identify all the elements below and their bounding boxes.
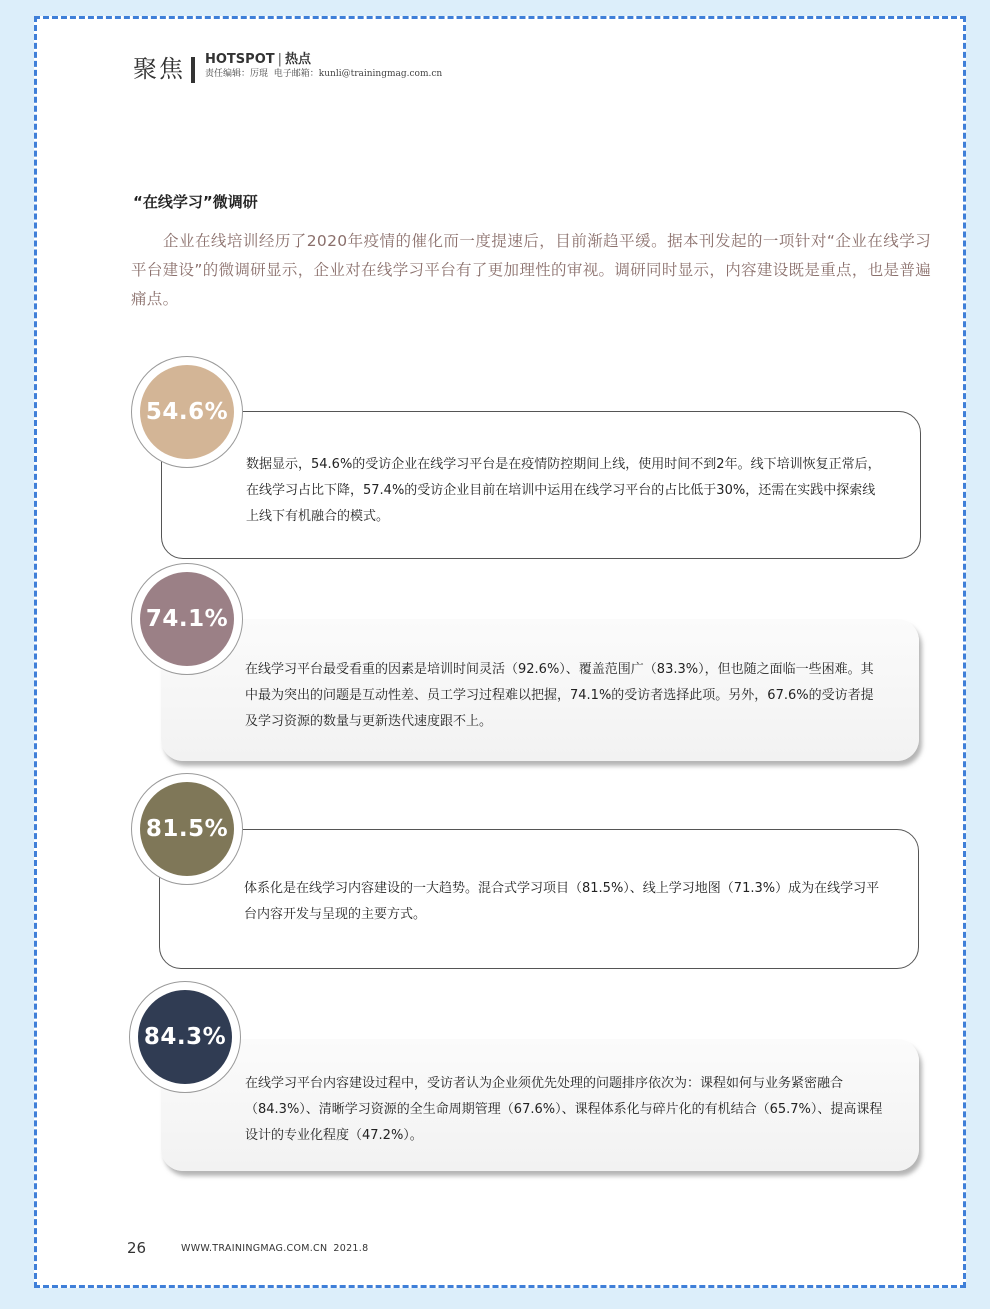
header-column (205, 53, 442, 66)
email-label: 电子邮箱： (273, 69, 319, 79)
finding-box-3 (159, 829, 919, 969)
finding-text-3: 体系化是在线学习内容建设的一大趋势。混合式学习项目（81.5%）、线上学习地图（71.3%）成为在线学习平台内容开发与呈现的主要方式。 (244, 881, 880, 922)
page-header (133, 53, 442, 85)
hotspot-cn-label: 热点 (285, 52, 312, 67)
editor-name: 厉琨 (250, 69, 269, 79)
finding-badge-4 (129, 981, 241, 1093)
magazine-page (34, 16, 966, 1288)
column-separator: | (277, 52, 282, 67)
finding-percent-1: 54.6% (140, 365, 234, 459)
issue-date: 2021.8 (333, 1243, 369, 1254)
finding-box-1 (161, 411, 921, 559)
header-divider (191, 57, 195, 83)
header-meta (205, 53, 442, 79)
page-number: 26 (127, 1239, 147, 1257)
finding-percent-3: 81.5% (140, 782, 234, 876)
finding-text-4: 在线学习平台内容建设过程中，受访者认为企业须优先处理的问题排序依次为：课程如何与业务紧密融合（84.3%）、清晰学习资源的全生命周期管理（67.6%）、课程体系化与碎片化的有机结合（65.7%）、提高课程设计的专业化程度（47.2%）。 (245, 1076, 883, 1143)
finding-percent-2: 74.1% (140, 572, 234, 666)
editor-info (205, 70, 442, 79)
editor-label: 责任编辑： (205, 69, 251, 79)
finding-badge-1 (131, 356, 243, 468)
finding-box-4 (161, 1039, 919, 1171)
finding-badge-3 (131, 773, 243, 885)
website: WWW.TRAININGMAG.COM.CN (181, 1243, 328, 1254)
footer-site (181, 1243, 368, 1254)
section-title: 聚焦 (133, 55, 185, 83)
finding-badge-2 (131, 563, 243, 675)
finding-box-2 (161, 619, 919, 761)
finding-text-2: 在线学习平台最受看重的因素是培训时间灵活（92.6%）、覆盖范围广（83.3%），但也随之面临一些困难。其中最为突出的问题是互动性差、员工学习过程难以把握，74.1%的受访者选择此项。另外，67.6%的受访者提及学习资源的数量与更新迭代速度跟不上。 (245, 662, 874, 729)
finding-text-1: 数据显示，54.6%的受访企业在线学习平台是在疫情防控期间上线，使用时间不到2年。线下培训恢复正常后，在线学习占比下降，57.4%的受访企业目前在培训中运用在线学习平台的占比低于30%，还需在实践中探索线上线下有机融合的模式。 (246, 457, 881, 524)
editor-email: kunli@trainingmag.com.cn (318, 69, 443, 79)
survey-intro: 企业在线培训经历了2020年疫情的催化而一度提速后，目前渐趋平缓。据本刊发起的一项针对“企业在线学习平台建设”的微调研显示，企业对在线学习平台有了更加理性的审视。调研同时显示，内容建设既是重点，也是普遍痛点。 (131, 232, 931, 308)
hotspot-label: HOTSPOT (205, 52, 275, 67)
survey-title: “在线学习”微调研 (133, 193, 258, 211)
finding-percent-4: 84.3% (138, 990, 232, 1084)
